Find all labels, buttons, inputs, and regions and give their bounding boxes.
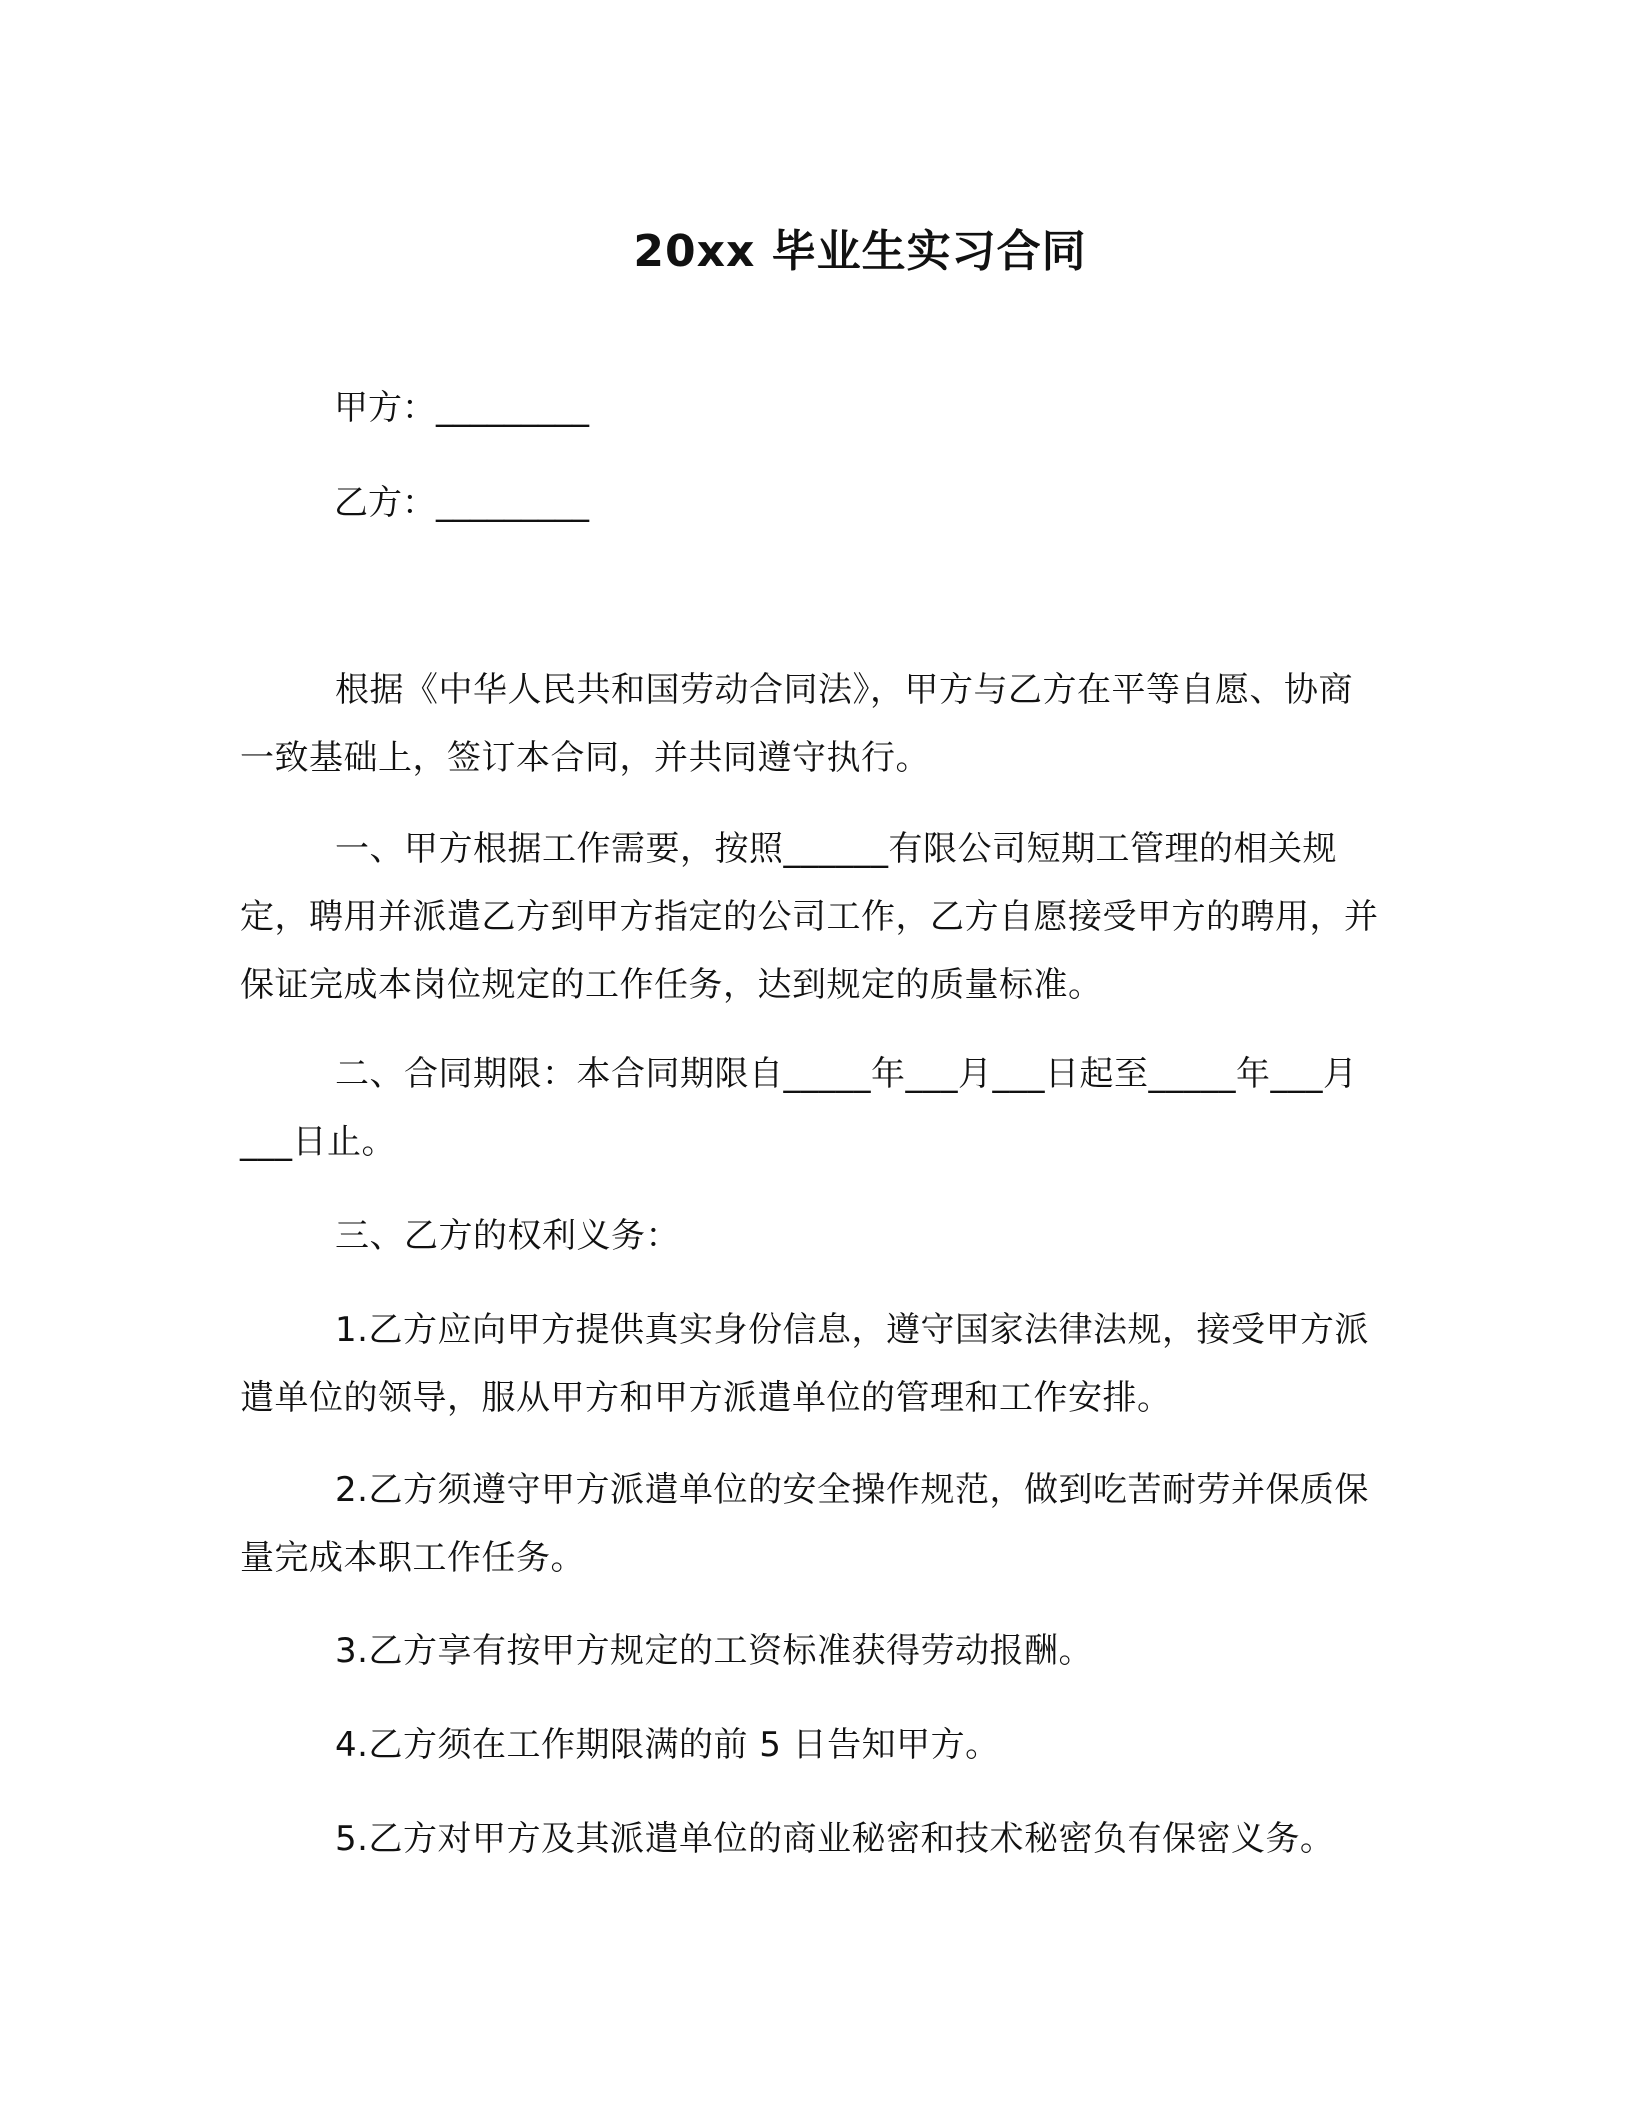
party-a-line: 甲方：_________: [334, 388, 589, 428]
intro-paragraph: 根据《中华人民共和国劳动合同法》，甲方与乙方在平等自愿、协商一致基础上，签订本合同，并共同遵守执行。: [240, 670, 1353, 778]
clause-two-paragraph: 二、合同期限：本合同期限自_____年___月___日起至_____年___月___日止。: [240, 1054, 1358, 1162]
party-b-line: 乙方：_________: [334, 483, 589, 523]
duty-item-2: 2.乙方须遵守甲方派遣单位的安全操作规范，做到吃苦耐劳并保质保量完成本职工作任务。: [240, 1470, 1369, 1578]
document-title: 20xx 毕业生实习合同: [633, 226, 1087, 277]
clause-one-paragraph: 一、甲方根据工作需要，按照______有限公司短期工管理的相关规定，聘用并派遣乙方到甲方指定的公司工作，乙方自愿接受甲方的聘用，并保证完成本岗位规定的工作任务，达到规定的质量标准。: [240, 829, 1379, 1005]
duty-item-1: 1.乙方应向甲方提供真实身份信息，遵守国家法律法规，接受甲方派遣单位的领导，服从甲方和甲方派遣单位的管理和工作安排。: [240, 1310, 1369, 1418]
duty-item-5: 5.乙方对甲方及其派遣单位的商业秘密和技术秘密负有保密义务。: [335, 1819, 1335, 1859]
duty-item-4: 4.乙方须在工作期限满的前 5 日告知甲方。: [335, 1725, 1000, 1765]
duty-item-3: 3.乙方享有按甲方规定的工资标准获得劳动报酬。: [335, 1631, 1093, 1671]
clause-three-heading: 三、乙方的权利义务：: [335, 1216, 680, 1256]
